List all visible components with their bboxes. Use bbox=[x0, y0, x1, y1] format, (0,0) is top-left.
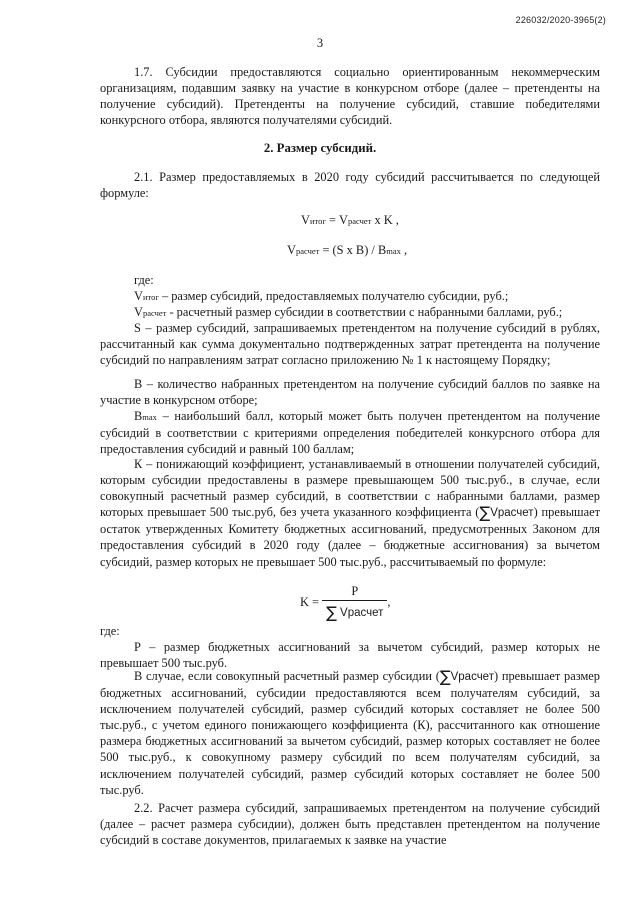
formula-v-itog: Vитог = Vрасчет x K , bbox=[301, 213, 399, 227]
where-label-1: где: bbox=[134, 273, 154, 287]
definition-v-itog: Vитог – размер субсидий, предоставляемых получателю субсидии, руб.; bbox=[134, 289, 509, 303]
page-number: 3 bbox=[316, 36, 324, 50]
document-id: 226032/2020-3965(2) bbox=[515, 15, 606, 25]
section-2-heading: 2. Размер субсидий. bbox=[263, 141, 377, 155]
where-label-2: где: bbox=[100, 624, 120, 638]
fraction: $\frac{P}{\text{∑ Vрасчет}}$ bbox=[322, 584, 387, 622]
paragraph-case: В случае, если совокупный расчетный размер субсидии (∑Vрасчет) превышает размер бюджетных ассигнований, субсидии предоставляются всем получателям субсидий, за исключением получателей субсидий, размер субсидий которых составляет не более 500 тыс.руб., с учетом единого понижающего коэффициента (К), рассчитанного как отношение размера бюджетных ассигнований за вычетом субсидий, размер которых составляет не более 500 тыс.руб., к совокупному размеру субсидий по всем получателям субсидий, за исключением получателей субсидий, размер субсидий которых составляет не более 500 тыс.руб. bbox=[100, 667, 600, 797]
sum-symbol: ∑ bbox=[439, 667, 451, 686]
paragraph-2-2: 2.2. Расчет размера субсидий, запрашиваемых претендентом на получение субсидий (далее – расчет размера субсидии), должен быть представлен претендентом на получение субсидий в составе документов, прилагаемых к заявке на участие bbox=[100, 801, 600, 848]
paragraph-2-1: 2.1. Размер предоставляемых в 2020 году субсидий рассчитывается по следующей формуле: bbox=[100, 170, 600, 201]
sum-symbol: ∑ bbox=[479, 503, 491, 523]
sum-symbol: ∑ bbox=[326, 603, 337, 622]
definition-k: К – понижающий коэффициент, устанавливаемый в отношении получателей субсидий, которым субсидии предоставлены в размере превышающем 500 тыс.руб., в случае, если совокупный расчетный размер субсидий, в соответствии с набранными баллами, размер которых превышает 500 тыс.руб, без учета указанного коэффициента (∑Vрасчет) превышает остаток утвержденных Комитету бюджетных ассигнований, предусмотренных Законом для предоставления субсидий в 2020 году (далее – бюджетные ассигнования) за вычетом субсидий, размер которых не превышает 500 тыс.руб., рассчитываемый по формуле: bbox=[100, 457, 600, 569]
definition-s: S – размер субсидий, запрашиваемых претендентом на получение субсидий в рублях, рассчитанный как сумма документально подтвержденных затрат претендента на получение субсидий по направлениям затрат согласно приложению № 1 к настоящему Порядку; bbox=[100, 321, 600, 368]
formula-v-raschet: Vрасчет = (S x B) / Bmax , bbox=[287, 243, 408, 257]
definition-p: Р – размер бюджетных ассигнований за вычетом субсидий, размер которых не превышает 500 тыс.руб. bbox=[100, 640, 600, 671]
definition-b-max: Bmax – наибольший балл, который может быть получен претендентом на получение субсидий в соответствии с критериями определения победителей конкурсного отбора для предоставления субсидий и равный 100 баллам; bbox=[100, 409, 600, 457]
definition-b: В – количество набранных претендентом на получение субсидий баллов по заявке на участие в конкурсном отборе; bbox=[100, 377, 600, 408]
definition-v-raschet: Vрасчет - расчетный размер субсидии в соответствии с набранными баллами, руб.; bbox=[134, 305, 563, 319]
paragraph-1-7: 1.7. Субсидии предоставляются социально ориентированным некоммерческим организациям, подавшим заявку на участие в конкурсном отборе (далее – претенденты на получение субсидий). Претенденты на получение субсидий, ставшие победителями конкурсного отбора, являются получателями субсидий. bbox=[100, 65, 600, 128]
formula-k: K = $\frac{P}{\text{∑ Vрасчет}}$ , bbox=[300, 584, 391, 622]
